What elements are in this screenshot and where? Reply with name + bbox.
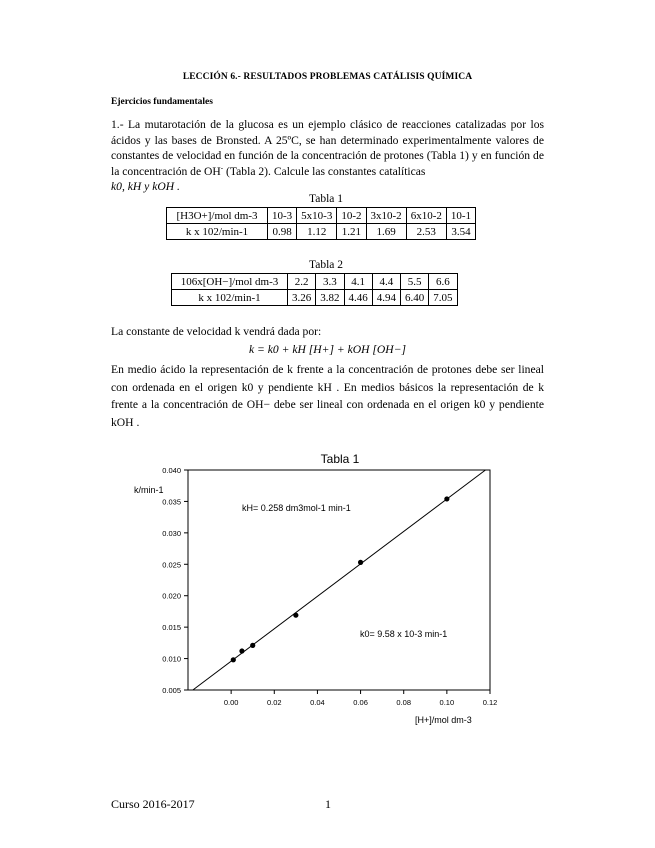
table2-cell: 3.3 bbox=[316, 274, 344, 290]
data-point bbox=[358, 560, 363, 565]
x-tick-label: 0.04 bbox=[310, 698, 325, 707]
y-tick-label: 0.040 bbox=[162, 466, 181, 475]
x-tick-label: 0.10 bbox=[439, 698, 455, 707]
y-tick-label: 0.015 bbox=[162, 623, 181, 633]
table1 bbox=[166, 207, 476, 240]
data-point bbox=[239, 648, 244, 653]
table2-row2-label: k x 102/min-1 bbox=[172, 290, 288, 306]
x-tick-label: 0.12 bbox=[482, 698, 498, 707]
problem-intro-2: (Tabla 2). Calcule las constantes catalíticas bbox=[223, 164, 426, 178]
table2-caption: Tabla 2 bbox=[309, 259, 344, 271]
footer-page-number: 1 bbox=[325, 797, 331, 811]
table1-cell: 0.98 bbox=[268, 224, 297, 240]
table1-cell: 2.53 bbox=[406, 224, 446, 240]
data-point bbox=[250, 643, 255, 648]
table2-cell: 5.5 bbox=[401, 274, 429, 290]
table1-caption: Tabla 1 bbox=[309, 193, 344, 205]
x-tick-label: 0.08 bbox=[396, 698, 412, 707]
y-tick-label: 0.030 bbox=[162, 528, 181, 538]
rate-constant-chart bbox=[110, 445, 530, 735]
table2-cell: 6.6 bbox=[429, 274, 457, 290]
section-heading: Ejercicios fundamentales bbox=[111, 97, 213, 107]
chart-annotation-kh: kH= 0.258 dm3mol-1 min-1 bbox=[242, 503, 351, 513]
table2-cell: 2.2 bbox=[288, 274, 316, 290]
problem-intro-1: 1.- La mutarotación de la glucosa es un ejemplo clásico de reacciones catalizadas por los ácidos y las bases de Bronsted. A 25ºC, se han determinado experimentalmente valores de constantes de velocidad en función de la concentración de protones (Tabla 1) y en función de la concentración de OH bbox=[111, 118, 544, 178]
chart-title: Tabla 1 bbox=[320, 452, 360, 466]
table2-cell: 3.82 bbox=[316, 290, 344, 306]
table2-row1-label: 106x[OH−]/mol dm-3 bbox=[172, 274, 288, 290]
table1-cell: 1.69 bbox=[366, 224, 406, 240]
chart-annotation-k0: k0= 9.58 x 10-3 min-1 bbox=[360, 629, 448, 639]
table1-row-rate bbox=[167, 224, 476, 240]
table2-cell: 4.4 bbox=[372, 274, 400, 290]
x-tick-label: 0.06 bbox=[353, 698, 368, 707]
table2-cell: 3.26 bbox=[288, 290, 316, 306]
table1-cell: 1.21 bbox=[337, 224, 366, 240]
table2-cell: 4.46 bbox=[344, 290, 372, 306]
data-point bbox=[444, 496, 449, 501]
table1-row-concentration bbox=[167, 208, 476, 224]
table1-cell: 3.54 bbox=[446, 224, 475, 240]
table2-cell: 6.40 bbox=[401, 290, 429, 306]
table1-cell: 10-2 bbox=[337, 208, 366, 224]
table1-cell: 3x10-2 bbox=[366, 208, 406, 224]
explanation-intro: La constante de velocidad k vendrá dada por: bbox=[111, 325, 322, 338]
document-title: LECCIÓN 6.- RESULTADOS PROBLEMAS CATÁLISIS QUÍMICA bbox=[182, 72, 473, 82]
table1-cell: 1.12 bbox=[297, 224, 337, 240]
chart-y-axis-label: k/min-1 bbox=[134, 485, 164, 495]
catalytic-constants: k0, kH y kOH . bbox=[111, 180, 180, 194]
explanation-body: En medio ácido la representación de k frente a la concentración de protones debe ser lineal con ordenada en el origen k0 y pendiente kH . En medios básicos la representación de k frente a la concentración de OH− debe ser lineal con ordenada en el origen k0 y pendiente kOH . bbox=[111, 363, 544, 429]
x-tick-label: 0.00 bbox=[223, 698, 239, 707]
table1-row2-label: k x 102/min-1 bbox=[167, 224, 268, 240]
table1-cell: 5x10-3 bbox=[297, 208, 337, 224]
x-tick-label: 0.02 bbox=[266, 698, 282, 707]
y-tick-label: 0.035 bbox=[162, 497, 181, 507]
footer-course: Curso 2016-2017 bbox=[111, 797, 195, 811]
table2 bbox=[171, 273, 458, 306]
data-point bbox=[293, 613, 298, 618]
y-tick-label: 0.020 bbox=[162, 591, 181, 601]
chart-x-axis-label: [H+]/mol dm-3 bbox=[415, 715, 472, 725]
y-tick-label: 0.005 bbox=[162, 686, 181, 695]
table2-cell: 4.1 bbox=[344, 274, 372, 290]
table1-row1-label: [H3O+]/mol dm-3 bbox=[167, 208, 268, 224]
table2-cell: 7.05 bbox=[429, 290, 457, 306]
table2-row-rate bbox=[172, 290, 458, 306]
table1-cell: 6x10-2 bbox=[406, 208, 446, 224]
rate-equation: k = k0 + kH [H+] + kOH [OH−] bbox=[249, 343, 406, 356]
table2-cell: 4.94 bbox=[372, 290, 400, 306]
table2-row-concentration bbox=[172, 274, 458, 290]
table1-cell: 10-1 bbox=[446, 208, 475, 224]
y-tick-label: 0.025 bbox=[162, 560, 181, 570]
data-point bbox=[231, 657, 236, 662]
y-tick-label: 0.010 bbox=[162, 654, 181, 664]
problem-statement: 1.- La mutarotación de la glucosa es un ejemplo clásico de reacciones catalizadas por los ácidos y las bases de Bronsted. A 25ºC, se han determinado experimentalmente valores de constantes de velocidad en función de la concentración de protones (Tabla 1) y en función de la concentración de OH- (Tabla 2). Calcule las constantes catalíticas k0, kH y kOH . bbox=[111, 118, 544, 194]
table1-cell: 10-3 bbox=[268, 208, 297, 224]
